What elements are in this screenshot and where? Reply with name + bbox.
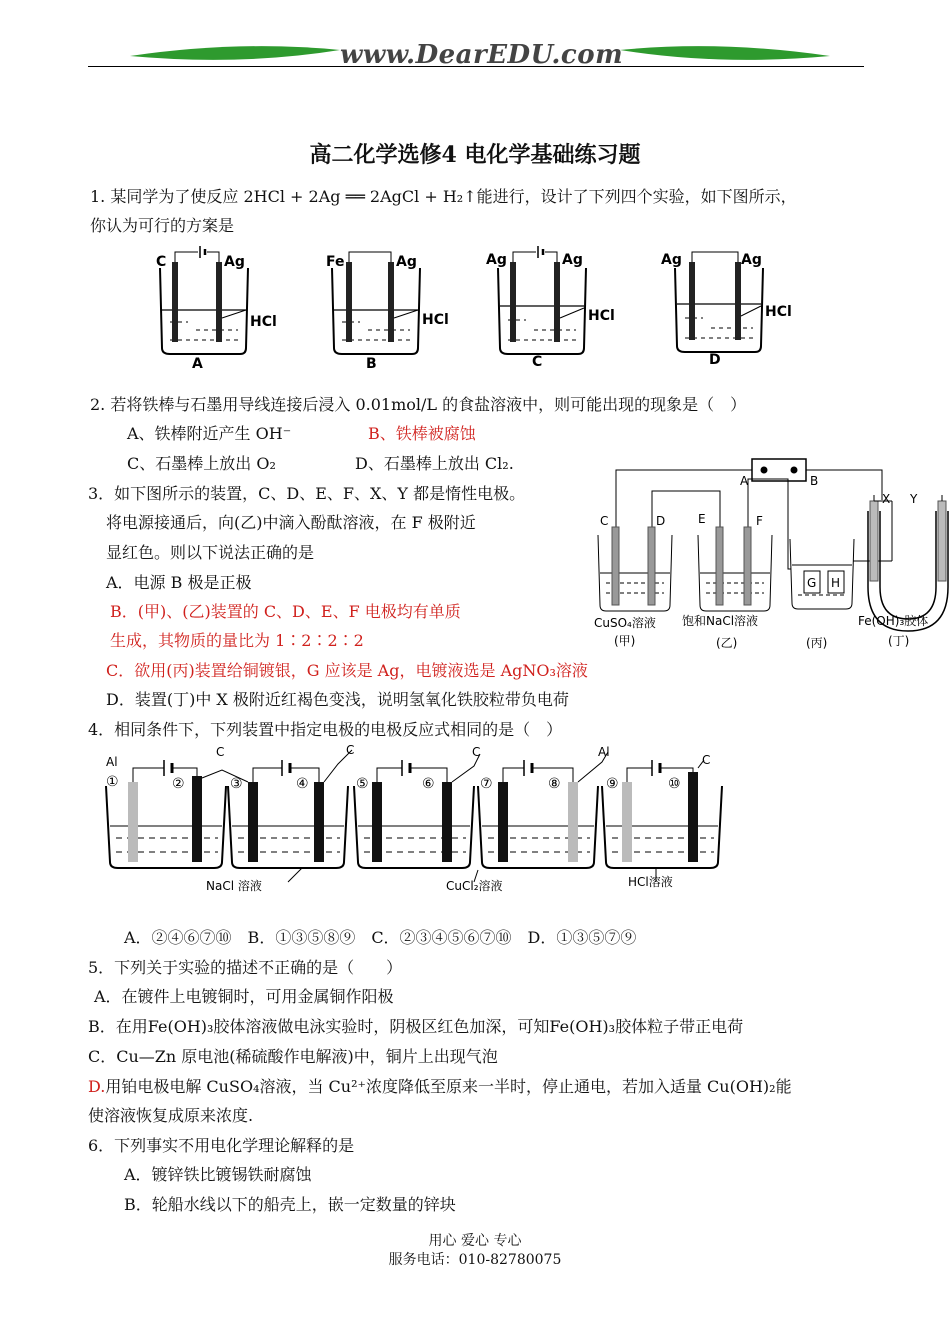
svg-text:Al: Al: [598, 745, 610, 759]
q5-option-d: [88, 1077, 792, 1097]
svg-text:Y: Y: [910, 492, 918, 506]
q2-option-a: A、铁棒附近产生 OH⁻: [127, 424, 292, 443]
q1-a-right: Ag: [224, 254, 245, 270]
svg-text:⑩: ⑩: [668, 776, 681, 792]
q1-d-right: Ag: [741, 252, 762, 268]
svg-text:A: A: [740, 474, 749, 488]
svg-text:B: B: [810, 474, 819, 488]
svg-text:G: G: [807, 576, 817, 590]
q1-fig-c: [486, 246, 615, 370]
q1-b-left: Fe: [326, 254, 345, 270]
q6-option-b: B．轮船水线以下的船壳上，嵌一定数量的锌块: [124, 1195, 456, 1214]
q1-d-cap: D: [709, 352, 721, 368]
svg-text:②: ②: [172, 776, 185, 792]
svg-text:F: F: [756, 514, 763, 528]
q1-b-cap: B: [366, 356, 377, 372]
svg-text:CuCl₂溶液: CuCl₂溶液: [446, 879, 503, 893]
svg-text:④: ④: [296, 776, 309, 792]
q6-stem: 6．下列事实不用电化学理论解释的是: [88, 1136, 355, 1155]
svg-text:CuSO₄溶液: CuSO₄溶液: [594, 616, 656, 630]
q1-a-cap: A: [192, 356, 203, 372]
svg-text:(乙): (乙): [716, 636, 738, 650]
q2-option-d: D、石墨棒上放出 Cl₂.: [355, 454, 514, 473]
svg-text:C: C: [702, 753, 711, 767]
q1-fig-a: [156, 246, 277, 372]
svg-text:NaCl 溶液: NaCl 溶液: [206, 879, 262, 893]
q5-option-d-label: D.: [88, 1077, 106, 1096]
svg-text:⑤: ⑤: [356, 776, 369, 792]
q3-stem-line1: 3．如下图所示的装置，C、D、E、F、X、Y 都是惰性电极。: [88, 484, 526, 503]
q1-c-sol: HCl: [588, 308, 615, 324]
q5-option-c: C．Cu—Zn 原电池(稀硫酸作电解液)中，铜片上出现气泡: [88, 1047, 498, 1066]
q1-b-sol: HCl: [422, 312, 449, 328]
q2-option-b: B、铁棒被腐蚀: [368, 424, 476, 443]
q5-option-b: B．在用Fe(OH)₃胶体溶液做电泳实验时，阴极区红色加深，可知Fe(OH)₃胶体粒子带正电荷: [88, 1017, 744, 1036]
q3-option-c: C．欲用(丙)装置给铜镀银，G 应该是 Ag，电镀液选是 AgNO₃溶液: [106, 661, 588, 680]
svg-text:X: X: [882, 492, 891, 506]
svg-text:C: C: [600, 514, 609, 528]
q1-stem-line1: 1. 某同学为了使反应 2HCl + 2Ag ══ 2AgCl + H₂↑能进行，设计了下列四个实验，如下图所示，: [90, 187, 797, 206]
svg-text:(丙): (丙): [806, 636, 828, 650]
q1-b-right: Ag: [396, 254, 417, 270]
svg-text:C: C: [346, 743, 355, 757]
q4-options: A．②④⑥⑦⑩ B．①③⑤⑧⑨ C．②③④⑤⑥⑦⑩ D．①③⑤⑦⑨: [124, 928, 637, 947]
q4-figure: [102, 742, 732, 902]
q3-stem-line3: 显红色。则以下说法正确的是: [106, 543, 315, 562]
svg-text:Fe(OH)₃胶体: Fe(OH)₃胶体: [858, 614, 929, 628]
q1-d-left: Ag: [661, 252, 682, 268]
q3-option-d: D．装置(丁)中 X 极附近红褐色变浅，说明氢氧化铁胶粒带负电荷: [106, 690, 569, 709]
svg-text:C: C: [472, 745, 481, 759]
q1-stem-line2: 你认为可行的方案是: [90, 216, 235, 235]
q3-figure: [592, 455, 950, 655]
svg-text:⑦: ⑦: [480, 776, 493, 792]
svg-text:D: D: [656, 514, 666, 528]
q2-stem: 2. 若将铁棒与石墨用导线连接后浸入 0.01mol/L 的食盐溶液中，则可能出现的现象是（ ）: [90, 395, 747, 414]
q1-c-cap: C: [532, 354, 543, 370]
footer-slogan: 用心 爱心 专心: [428, 1233, 522, 1249]
svg-text:①: ①: [106, 774, 119, 790]
svg-text:⑨: ⑨: [606, 776, 619, 792]
q3-option-b-line1: B．(甲)、(乙)装置的 C、D、E、F 电极均有单质: [110, 602, 461, 621]
footer-phone: 服务电话：010-82780075: [388, 1252, 562, 1268]
site-logo: www.DearEDU.com: [340, 40, 624, 70]
page-title: 高二化学选修4 电化学基础练习题: [309, 142, 641, 168]
svg-text:Al: Al: [106, 755, 118, 769]
q3-stem-line2: 将电源接通后，向(乙)中滴入酚酞溶液，在 F 极附近: [106, 513, 476, 532]
q5-option-a: A．在镀件上电镀铜时，可用金属铜作阳极: [94, 987, 394, 1006]
q5-option-d-text: 用铂电极电解 CuSO₄溶液，当 Cu²⁺浓度降低至原来一半时，停止通电，若加入适量 Cu(OH)₂能: [105, 1077, 792, 1096]
q1-fig-d: [661, 252, 792, 368]
q1-c-right: Ag: [562, 252, 583, 268]
q1-d-sol: HCl: [765, 304, 792, 320]
svg-text:⑧: ⑧: [548, 776, 561, 792]
svg-text:(甲): (甲): [614, 634, 636, 648]
q1-a-sol: HCl: [250, 314, 277, 330]
q3-option-a: A．电源 B 极是正极: [106, 573, 252, 592]
q1-a-left: C: [156, 254, 167, 270]
q1-figure: [148, 240, 828, 375]
svg-text:E: E: [698, 512, 706, 526]
q1-c-left: Ag: [486, 252, 507, 268]
svg-text:HCl溶液: HCl溶液: [628, 875, 673, 889]
q6-option-a: A．镀锌铁比镀锡铁耐腐蚀: [124, 1165, 312, 1184]
svg-text:(丁): (丁): [888, 634, 910, 648]
q5-stem: 5．下列关于实验的描述不正确的是（ ）: [88, 958, 403, 977]
svg-text:C: C: [216, 745, 225, 759]
svg-text:⑥: ⑥: [422, 776, 435, 792]
svg-text:饱和NaCl溶液: 饱和NaCl溶液: [682, 614, 759, 628]
q5-option-d-line2: 使溶液恢复成原来浓度.: [88, 1106, 254, 1125]
q4-stem: 4．相同条件下，下列装置中指定电极的电极反应式相同的是（ ）: [88, 720, 563, 739]
svg-text:③: ③: [230, 776, 243, 792]
q1-fig-b: [326, 252, 449, 372]
q3-option-b-line2: 生成，其物质的量比为 1∶2∶2∶2: [110, 631, 364, 650]
q2-option-c: C、石墨棒上放出 O₂: [127, 454, 276, 473]
header-rule: [88, 66, 864, 67]
svg-text:H: H: [831, 576, 841, 590]
